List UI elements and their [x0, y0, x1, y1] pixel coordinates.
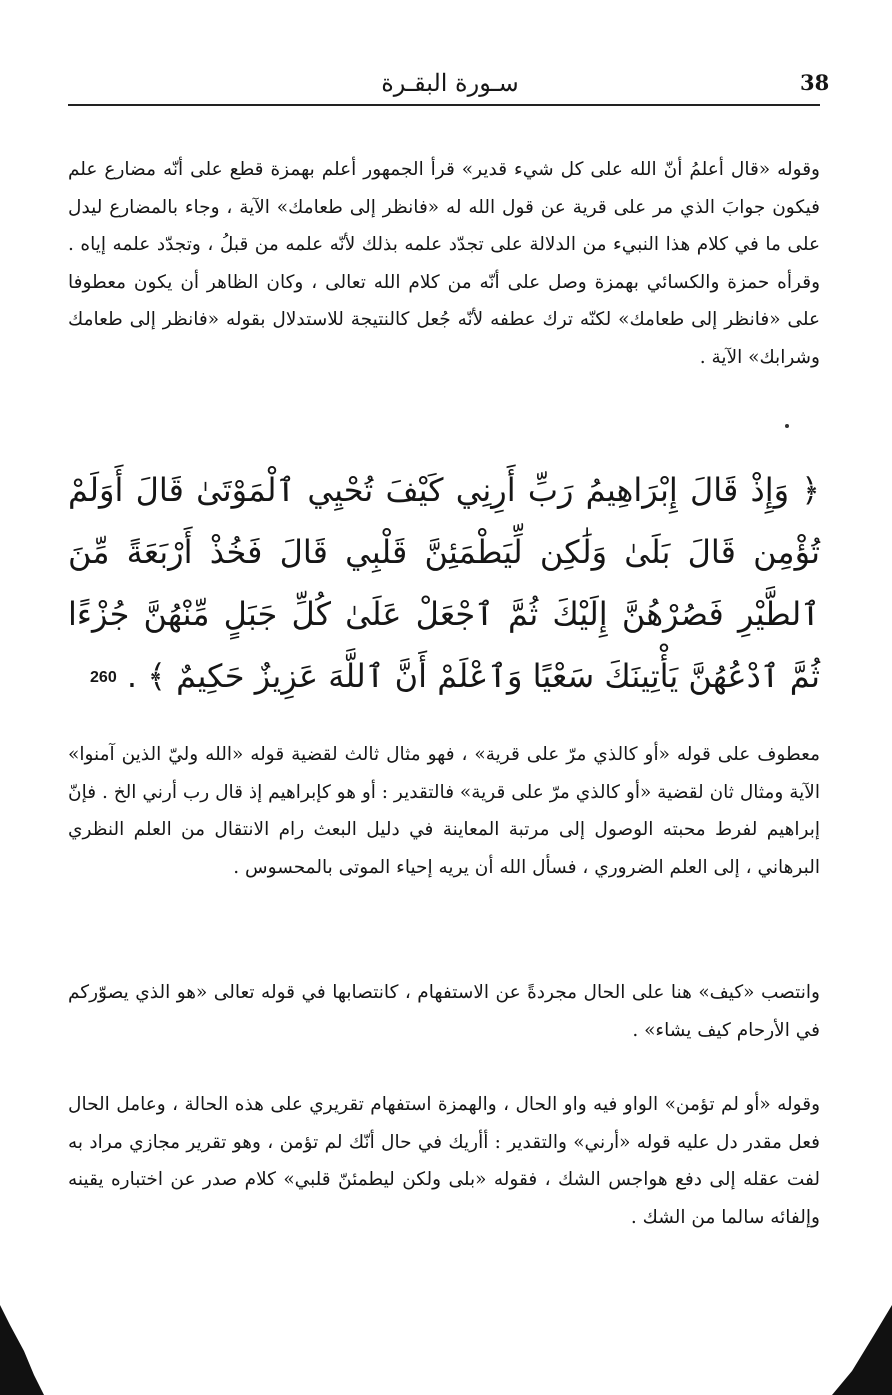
commentary-paragraph-1: وقوله «قال أعلمُ أنّ الله على كل شيء قدير» قرأ الجمهور أعلم بهمزة قطع على أنّه مضارع علم فيكون جوابَ الذي مر على قرية عن قول الله له «فانظر إلى طعامك» الآية ، وجاء بالمضارع ليدل على ما في كلام هذا النبيء من الدلالة على تجدّد علمه بذلك لأنّه علمه من قبلُ ، وتجدّد علمه إياه . وقرأه حمزة والكسائي بهمزة وصل على أنّه من كلام الله تعالى ، وكان الظاهر أن يكون معطوفا على «فانظر إلى طعامك» لكنّه ترك عطفه لأنّه جُعل كالنتيجة للاستدلال بقوله «فانظر إلى طعامك وشرابك» الآية .: [68, 159, 820, 368]
verse-open-bracket: ﴿: [801, 471, 821, 509]
page-number: 38: [800, 70, 830, 95]
verse-close-bracket: ﴾ .: [126, 657, 166, 695]
quran-verse: [68, 459, 820, 709]
verse-number: 260: [90, 669, 117, 686]
scan-shadow-left: [0, 1305, 46, 1395]
header-divider: [68, 104, 820, 106]
scan-shadow-right: [832, 1305, 892, 1395]
ink-dot: [785, 424, 789, 428]
verse-text: وَإِذْ قَالَ إِبْرَاهِيمُ رَبِّ أَرِنِي كَيْفَ تُحْيِي ٱلْمَوْتَىٰ قَالَ أَوَلَمْ تُؤْمِن قَالَ بَلَىٰ وَلَٰكِن لِّيَطْمَئِنَّ قَلْبِي قَالَ فَخُذْ أَرْبَعَةً مِّنَ ٱلطَّيْرِ فَصُرْهُنَّ إِلَيْكَ ثُمَّ ٱجْعَلْ عَلَىٰ كُلِّ جَبَلٍ مِّنْهُنَّ جُزْءًا ثُمَّ ٱدْعُهُنَّ يَأْتِينَكَ سَعْيًا وَٱعْلَمْ أَنَّ ٱللَّهَ عَزِيزٌ حَكِيمٌ: [68, 471, 820, 695]
commentary-paragraph-3: وانتصب «كيف» هنا على الحال مجردةً عن الاستفهام ، كانتصابها في قوله تعالى «هو الذي يصوّركم في الأرحام كيف يشاء» .: [68, 982, 820, 1041]
commentary-paragraph-2: معطوف على قوله «أو كالذي مرّ على قرية» ، فهو مثال ثالث لقضية قوله «الله وليّ الذين آمنوا» الآية ومثال ثان لقضية «أو كالذي مرّ على قرية» فالتقدير : أو هو كإبراهيم إذ قال رب أرني الخ . فإنّ إبراهيم لفرط محبته الوصول إلى مرتبة المعاينة في دليل البعث رام الانتقال من العلم النظري البرهاني ، إلى العلم الضروري ، فسأل الله أن يريه إحياء الموتى بالمحسوس .: [68, 744, 820, 878]
commentary-paragraph-4: وقوله «أو لم تؤمن» الواو فيه واو الحال ، والهمزة استفهام تقريري على هذه الحالة ، وعامل الحال فعل مقدر دل عليه قوله «أرني» والتقدير : أأريك في حال أنّك لم تؤمن ، وهو تقرير مجازي مراد به لفت عقله إلى دفع هواجس الشك ، فقوله «بلى ولكن ليطمئنّ قلبي» كلام صدر عن اختباره يقينه وإلفائه سالما من الشك .: [68, 1094, 820, 1228]
surah-title: سـورة البقـرة: [381, 69, 519, 97]
